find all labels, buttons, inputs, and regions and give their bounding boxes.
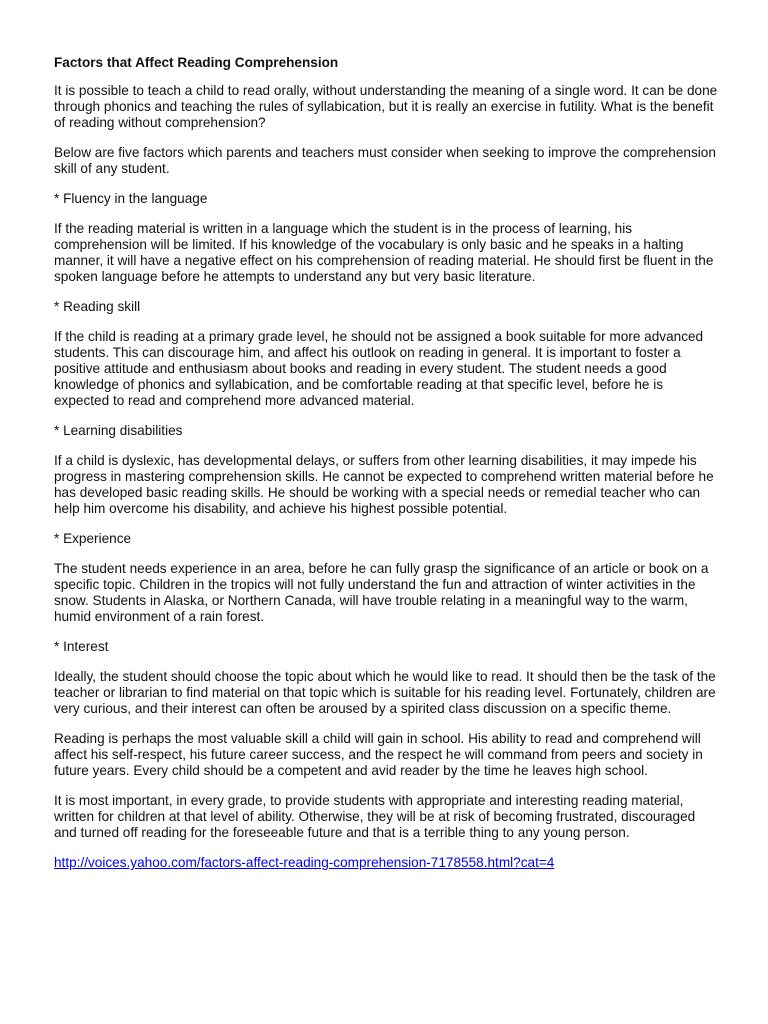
section-text-interest: Ideally, the student should choose the topic about which he would like to read. It should then be the task of the teacher or librarian to find material on that topic which is suitable for his reading level. Fortunately, children are very curious, and their interest can often be aroused by a spirited class discussion on a specific theme.	[54, 669, 716, 716]
section-heading-experience: * Experience	[54, 531, 132, 546]
intro-paragraph-1: It is possible to teach a child to read orally, without understanding the meaning of a single word. It can be done through phonics and teaching the rules of syllabication, but it is really an exercise in futility. What is the benefit of reading without comprehension?	[54, 83, 718, 130]
intro-paragraph-2: Below are five factors which parents and teachers must consider when seeking to improve the comprehension skill of any student.	[54, 145, 716, 176]
document-page	[54, 55, 718, 885]
section-text-fluency: If the reading material is written in a language which the student is in the process of learning, his comprehension will be limited. If his knowledge of the vocabulary is only basic and he speaks in a halting manner, it will have a negative effect on his comprehension of reading material. He should first be fluent in the spoken language before he attempts to understand any but very basic literature.	[54, 221, 714, 284]
section-text-experience: The student needs experience in an area, before he can fully grasp the significance of an article or book on a specific topic. Children in the tropics will not fully understand the fun and attraction of winter activities in the snow. Students in Alaska, or Northern Canada, will have trouble relating in a meaningful way to the warm, humid environment of a rain forest.	[54, 561, 709, 624]
conclusion-paragraph-2: It is most important, in every grade, to provide students with appropriate and interesting reading material, written for children at that level of ability. Otherwise, they will be at risk of becoming frustrated, discouraged and turned off reading for the foreseeable future and that is a terrible thing to any young person.	[54, 793, 696, 840]
section-heading-interest: * Interest	[54, 639, 109, 654]
document-title: Factors that Affect Reading Comprehension	[54, 55, 339, 70]
section-text-learning-disabilities: If a child is dyslexic, has developmental delays, or suffers from other learning disabilities, it may impede his progress in mastering comprehension skills. He cannot be expected to comprehend written material before he has developed basic reading skills. He should be working with a special needs or remedial teacher who can help him overcome his disability, and achieve his highest possible potential.	[54, 453, 714, 516]
section-text-reading-skill: If the child is reading at a primary grade level, he should not be assigned a book suitable for more advanced students. This can discourage him, and affect his outlook on reading in general. It is important to foster a positive attitude and enthusiasm about books and reading in every student. The student needs a good knowledge of phonics and syllabication, and be comfortable reading at that specific level, before he is expected to read and comprehend more advanced material.	[54, 329, 704, 408]
section-heading-reading-skill: * Reading skill	[54, 299, 141, 314]
source-link[interactable]: http://voices.yahoo.com/factors-affect-reading-comprehension-7178558.html?cat=4	[54, 855, 555, 870]
conclusion-paragraph-1: Reading is perhaps the most valuable skill a child will gain in school. His ability to read and comprehend will affect his self-respect, his future career success, and the respect he will command from peers and society in future years. Every child should be a competent and avid reader by the time he leaves high school.	[54, 731, 703, 778]
section-heading-fluency: * Fluency in the language	[54, 191, 208, 206]
section-heading-learning-disabilities: * Learning disabilities	[54, 423, 183, 438]
